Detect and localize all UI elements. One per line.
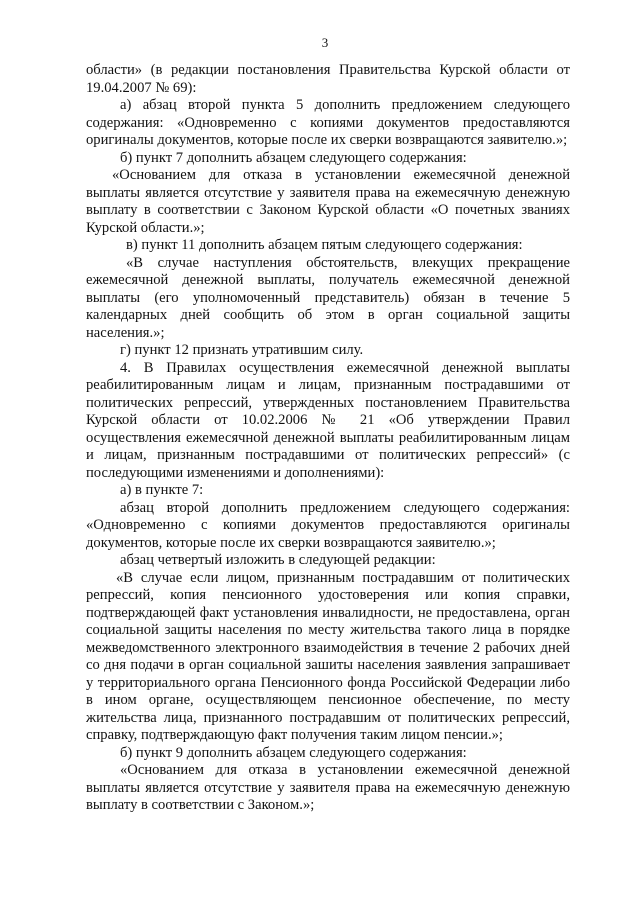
paragraph: области» (в редакции постановления Правительства Курской области от 19.04.2007 № 69): [86,62,570,96]
paragraph: б) пункт 9 дополнить абзацем следующего содержания: [120,744,467,761]
paragraph: б) пункт 7 дополнить абзацем следующего содержания: [120,149,467,166]
paragraph: «Основанием для отказа в установлении ежемесячной денежной выплаты является отсутствие у заявителя права на ежемесячную денежную выплату в соответствии с Законом Курской области «О почетных званиях Курской области.»; [86,167,570,236]
page-number: 3 [321,35,329,50]
paragraph: абзац второй дополнить предложением следующего содержания: «Одновременно с копиями документов предоставляются оригиналы документов, которые после их сверки возвращаются заявителю.»; [86,499,570,551]
paragraph: «Основанием для отказа в установлении ежемесячной денежной выплаты является отсутствие у заявителя права на ежемесячную денежную выплату в соответствии с Законом.»; [86,762,570,813]
paragraph: «В случае наступления обстоятельств, влекущих прекращение ежемесячной денежной выплаты, получатель ежемесячной денежной выплаты (его уполномоченный представитель) обязан в течение 5 календарных дней сообщить об этом в орган социальной защиты населения.»; [86,254,570,341]
paragraph: г) пункт 12 признать утратившим силу. [120,342,364,358]
paragraph: в) пункт 11 дополнить абзацем пятым следующего содержания: [126,237,523,253]
paragraph: а) в пункте 7: [120,482,204,498]
paragraph: а) абзац второй пункта 5 дополнить предложением следующего содержания: «Одновременно с копиями документов предоставляются оригиналы документов, которые после их сверки возвращаются заявителю.»; [86,97,570,148]
paragraph: «В случае если лицом, признанным пострадавшим от политических репрессий, копия пенсионного удостоверения или копия справки, подтверждающей факт установления инвалидности, не предоставлена, орган социальной защиты населения по месту жительства такого лица в порядке межведомственного электронного взаимодействия в течение 2 рабочих дней со дня подачи в орган социальной зашиты населения заявления запрашивает у территориального органа Пенсионного фонда Российской Федерации либо в ином органе, осуществляющем пенсионное обеспечение, по месту жительства лица, признанного пострадавшим от политических репрессий, справку, подтверждающую факт получения таким лицом пенсии.»; [86,569,570,743]
paragraph: абзац четвертый изложить в следующей редакции: [120,552,436,568]
paragraph: 4. В Правилах осуществления ежемесячной денежной выплаты реабилитированным лицам и лицам, признанным пострадавшими от политических репрессий, утвержденных постановлением Правительства Курской области от 10.02.2006 № 21 «Об утверждении Правил осуществления ежемесячной денежной выплаты реабилитированным лицам и лицам, признанным пострадавшими от политических репрессий» (с последующими изменениями и дополнениями): [86,359,570,481]
document-body [86,62,570,815]
